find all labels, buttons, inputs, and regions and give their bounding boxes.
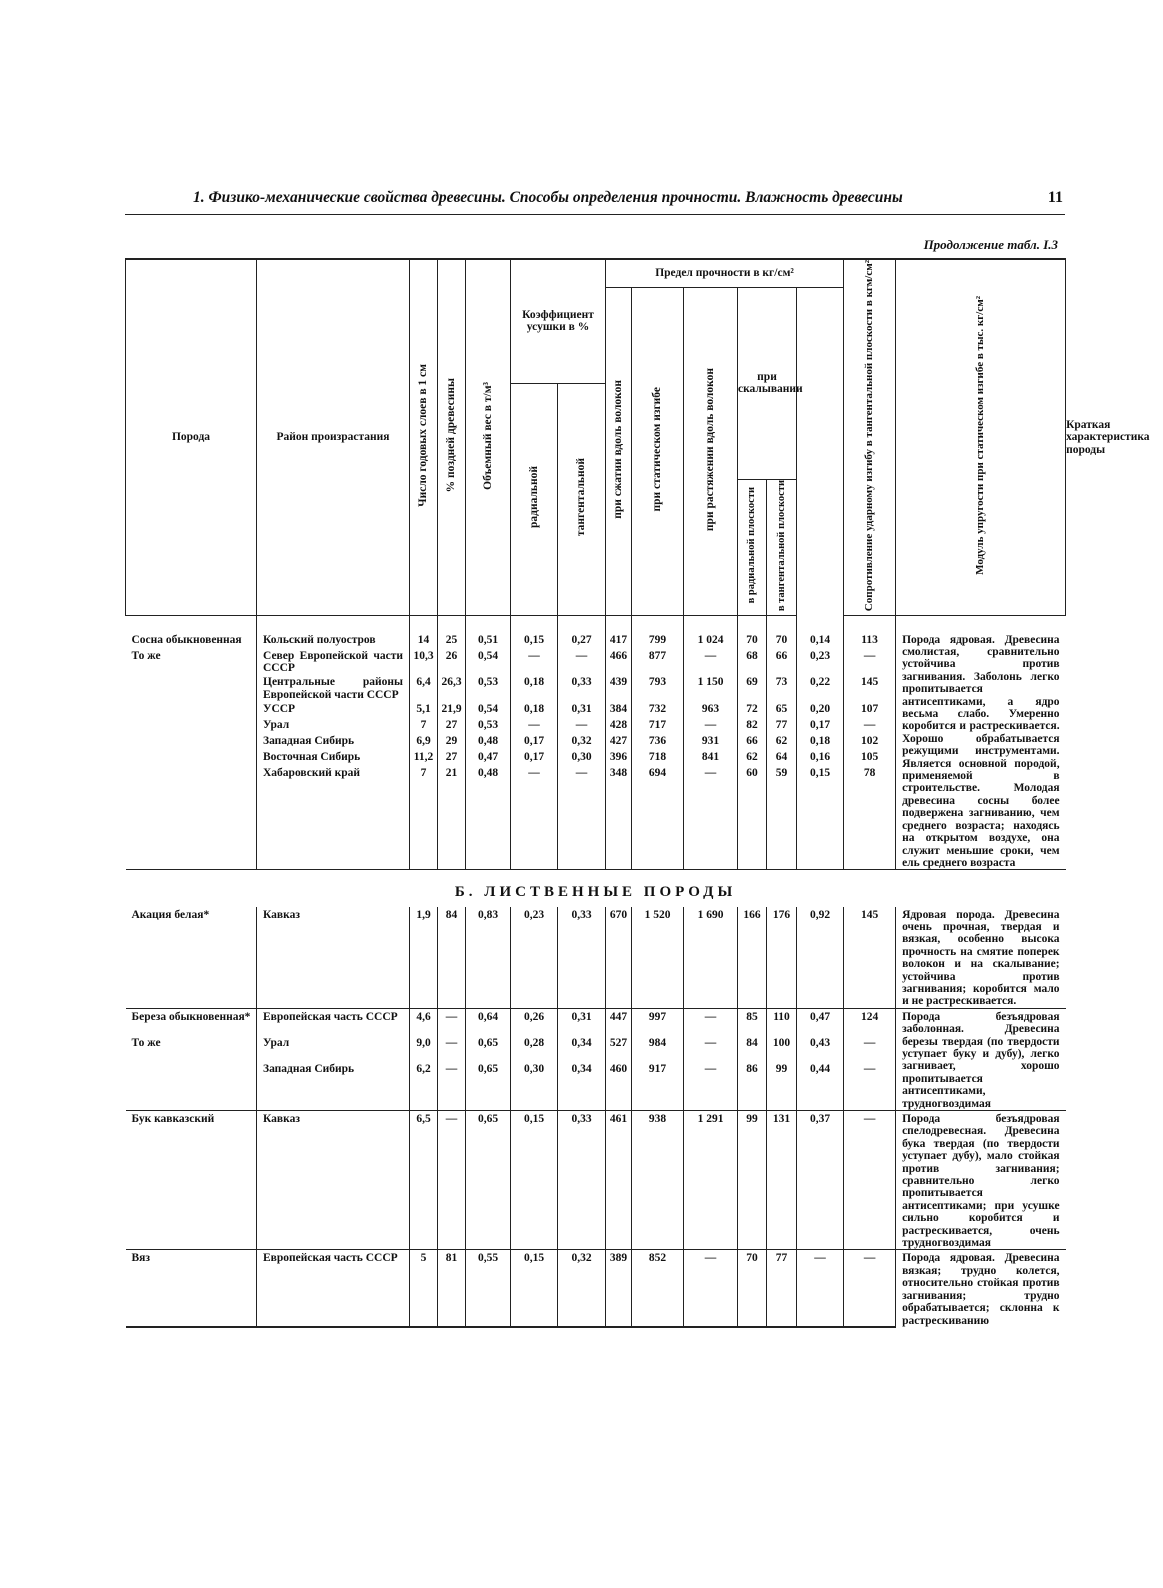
section-row [126, 870, 1066, 907]
region-cell: Кольский полуостров [257, 632, 410, 648]
col-shear-tangential: в тангентальной плоскости [767, 480, 797, 616]
value-cell-compression: 417 [606, 632, 632, 648]
value-cell-radial: 0,18 [511, 674, 558, 701]
value-cell-compression: 389 [606, 1250, 632, 1325]
value-cell-modulus: 145 [844, 674, 896, 701]
value-cell-latewood: 21 [438, 765, 466, 859]
value-cell-shear-t: 77 [767, 1250, 797, 1325]
running-header [125, 189, 1065, 215]
species-cell: Береза обыкновенная* [131, 1010, 251, 1023]
col-tangential: тангентальной [558, 383, 606, 615]
wood-properties-table [125, 258, 1150, 1328]
value-cell-modulus: — [844, 1035, 896, 1061]
value-cell-compression: 428 [606, 717, 632, 733]
value-cell-compression: 348 [606, 765, 632, 859]
value-cell-radial: — [511, 648, 558, 675]
value-cell-tangential: 0,33 [558, 674, 606, 701]
value-cell-radial: 0,15 [511, 1250, 558, 1325]
col-shear-radial: в радиальной плоскости [738, 480, 767, 616]
region-cell: Европейская часть СССР [257, 1250, 410, 1325]
value-cell-compression: 466 [606, 648, 632, 675]
value-cell-tension: 1 150 [684, 674, 738, 701]
value-cell-density: 0,65 [466, 1035, 511, 1061]
value-cell-modulus: — [844, 1111, 896, 1211]
region-cell: УССР [257, 701, 410, 717]
value-cell-latewood: — [438, 1009, 466, 1035]
col-region: Район произрастания [257, 259, 410, 615]
table-continuation-label: Продолжение табл. I.3 [923, 237, 1058, 252]
value-cell-impact: 0,92 [797, 907, 844, 948]
value-cell-density: 0,51 [466, 632, 511, 648]
value-cell-tension: 841 [684, 749, 738, 765]
value-cell-compression: 461 [606, 1111, 632, 1211]
value-cell-rings: 5 [410, 1250, 438, 1325]
value-cell-radial: — [511, 717, 558, 733]
value-cell-bending: 877 [632, 648, 684, 675]
region-cell: Европейская часть СССР [257, 1009, 410, 1035]
value-cell-radial: 0,26 [511, 1009, 558, 1035]
value-cell-shear-r: 68 [738, 648, 767, 675]
value-cell-density: 0,53 [466, 674, 511, 701]
value-cell-compression: 670 [606, 907, 632, 948]
region-cell: Кавказ [257, 1111, 410, 1211]
value-cell-shear-t: 64 [767, 749, 797, 765]
running-title: 1. Физико-механические свойства древесины. Способы определения прочности. Влажность древесины [193, 189, 903, 206]
value-cell-rings: 14 [410, 632, 438, 648]
value-cell-modulus: — [844, 1250, 896, 1325]
value-cell-rings: 6,5 [410, 1111, 438, 1211]
value-cell-shear-r: 62 [738, 749, 767, 765]
value-cell-impact: 0,22 [797, 674, 844, 701]
col-latewood: % поздней древесины [438, 259, 466, 615]
value-cell-tension: 963 [684, 701, 738, 717]
region-cell: Север Европейской части СССР [257, 648, 410, 675]
species-cell [126, 674, 257, 701]
value-cell-tension: — [684, 1250, 738, 1325]
value-cell-compression: 384 [606, 701, 632, 717]
value-cell-radial: 0,15 [511, 1111, 558, 1211]
value-cell-latewood: 84 [438, 907, 466, 948]
value-cell-tension: 1 291 [684, 1111, 738, 1211]
value-cell-tangential: 0,31 [558, 1009, 606, 1035]
value-cell-impact: 0,43 [797, 1035, 844, 1061]
table-body [126, 615, 1066, 1327]
value-cell-tangential: 0,32 [558, 733, 606, 749]
col-modulus: Модуль упругости при статическом изгибе в тыс. кг/см² [896, 259, 1066, 615]
value-cell-impact: 0,14 [797, 632, 844, 648]
col-strength: Предел прочности в кг/см² [606, 259, 844, 287]
value-cell-modulus: 102 [844, 733, 896, 749]
value-cell-tension: — [684, 1009, 738, 1035]
value-cell-rings: 6,4 [410, 674, 438, 701]
value-cell-density: 0,48 [466, 733, 511, 749]
value-cell-modulus: — [844, 1061, 896, 1092]
region-cell: Урал [257, 1035, 410, 1061]
value-cell-latewood: 29 [438, 733, 466, 749]
value-cell-tangential: — [558, 648, 606, 675]
value-cell-bending: 997 [632, 1009, 684, 1035]
species-cell: Вяз [131, 1252, 151, 1265]
value-cell-tangential: 0,27 [558, 632, 606, 648]
col-bending: при статическом изгибе [632, 287, 684, 615]
value-cell-tangential: 0,32 [558, 1250, 606, 1325]
value-cell-impact: 0,37 [797, 1111, 844, 1211]
value-cell-shear-r: 69 [738, 674, 767, 701]
value-cell-tangential: 0,34 [558, 1035, 606, 1061]
species-cell: Акация белая* [131, 908, 210, 921]
value-cell-shear-t: 100 [767, 1035, 797, 1061]
region-cell: Западная Сибирь [257, 733, 410, 749]
value-cell-tension: — [684, 765, 738, 859]
value-cell-shear-r: 86 [738, 1061, 767, 1092]
value-cell-radial: 0,28 [511, 1035, 558, 1061]
value-cell-modulus: 105 [844, 749, 896, 765]
value-cell-impact: 0,23 [797, 648, 844, 675]
value-cell-impact: 0,44 [797, 1061, 844, 1092]
species-cell: То же [131, 1036, 161, 1049]
value-cell-latewood: 81 [438, 1250, 466, 1325]
value-cell-latewood: 26,3 [438, 674, 466, 701]
value-cell-density: 0,48 [466, 765, 511, 859]
value-cell-bending: 717 [632, 717, 684, 733]
species-cell [126, 765, 257, 859]
value-cell-shear-t: 77 [767, 717, 797, 733]
value-cell-latewood: — [438, 1061, 466, 1092]
value-cell-latewood: 25 [438, 632, 466, 648]
value-cell-modulus: 78 [844, 765, 896, 859]
value-cell-rings: 10,3 [410, 648, 438, 675]
table-header: Порода Район произрастания Число годовых слоев в 1 см % поздней древесины Объемный вес в т/м³ Коэффициент усушки в % Предел прочности в кг/см² Сопротивление ударному изгибу в тангентальной плоскости в кгм/см² Модуль упругости при статическом изгибе в тыс. кг/см² Краткая характеристика породы при сжатии вдоль волокон при статическом изгибе при растяжении вдоль волокон при скалывании радиальной тангентальной в радиальной плоскости в тангентальной плоскости [126, 259, 1066, 615]
value-cell-tension: 931 [684, 733, 738, 749]
value-cell-rings: 1,9 [410, 907, 438, 948]
description-cell: Порода безъядровая заболонная. Древесина березы твердая (по твердости уступает буку и дубу), легко загнивает, хорошо пропитывается антисептиками, трудногвоздимая [896, 1009, 1066, 1111]
species-cell: Сосна обыкновенная [131, 633, 242, 646]
value-cell-latewood: 27 [438, 749, 466, 765]
value-cell-shear-t: 99 [767, 1061, 797, 1092]
value-cell-radial: — [511, 765, 558, 859]
value-cell-tangential: 0,33 [558, 1111, 606, 1211]
value-cell-shear-t: 131 [767, 1111, 797, 1211]
value-cell-density: 0,55 [466, 1250, 511, 1325]
col-shear: при скалывании [738, 287, 797, 480]
value-cell-shear-r: 82 [738, 717, 767, 733]
value-cell-modulus: 124 [844, 1009, 896, 1035]
col-impact: Сопротивление ударному изгибу в тангентальной плоскости в кгм/см² [844, 259, 896, 615]
value-cell-tension: — [684, 1035, 738, 1061]
value-cell-radial: 0,23 [511, 907, 558, 948]
table-row [126, 1111, 1066, 1211]
value-cell-radial: 0,15 [511, 632, 558, 648]
value-cell-impact: 0,17 [797, 717, 844, 733]
species-cell: То же [131, 649, 161, 662]
value-cell-shear-r: 70 [738, 632, 767, 648]
value-cell-modulus: — [844, 648, 896, 675]
page-number: 11 [1047, 189, 1063, 206]
value-cell-tension: — [684, 717, 738, 733]
value-cell-radial: 0,17 [511, 733, 558, 749]
value-cell-rings: 4,6 [410, 1009, 438, 1035]
value-cell-tangential: 0,33 [558, 907, 606, 948]
value-cell-compression: 447 [606, 1009, 632, 1035]
value-cell-bending: 736 [632, 733, 684, 749]
header-rule [125, 214, 1065, 215]
col-species: Порода [126, 259, 257, 615]
value-cell-shear-r: 85 [738, 1009, 767, 1035]
value-cell-modulus: — [844, 717, 896, 733]
description-cell: Ядровая порода. Древесина очень прочная, твердая и вязкая, особенно высока прочность на смятие поперек волокон и на скалывание; устойчива против загнивания; коробится мало и не растрескивается. [896, 907, 1066, 1009]
value-cell-tension: — [684, 648, 738, 675]
col-rings: Число годовых слоев в 1 см [410, 259, 438, 615]
value-cell-rings: 11,2 [410, 749, 438, 765]
value-cell-shear-t: 110 [767, 1009, 797, 1035]
value-cell-density: 0,54 [466, 701, 511, 717]
value-cell-density: 0,54 [466, 648, 511, 675]
value-cell-impact: 0,47 [797, 1009, 844, 1035]
species-cell [126, 733, 257, 749]
value-cell-density: 0,83 [466, 907, 511, 948]
species-cell [126, 701, 257, 717]
value-cell-shear-t: 65 [767, 701, 797, 717]
value-cell-rings: 5,1 [410, 701, 438, 717]
col-tension: при растяжении вдоль волокон [684, 287, 738, 615]
description-cell: Порода ядровая. Древесина смолистая, сравнительно устойчива против загнивания. Заболонь легко пропитывается антисептиками, а ядро весьма слабо. Умеренно коробится и растрескивается. Хорошо обрабатывается режущими инструментами. Является основной породой, применяемой в строительстве. Молодая древесина сосны более подвержена загниванию, чем среднего возраста; находясь на открытом воздухе, она служит меньшие сроки, чем ель среднего возраста [896, 632, 1066, 870]
value-cell-shear-r: 166 [738, 907, 767, 948]
col-density: Объемный вес в т/м³ [466, 259, 511, 615]
value-cell-latewood: — [438, 1111, 466, 1211]
value-cell-impact: — [797, 1250, 844, 1325]
value-cell-rings: 9,0 [410, 1035, 438, 1061]
region-cell: Западная Сибирь [257, 1061, 410, 1092]
value-cell-modulus: 145 [844, 907, 896, 948]
value-cell-radial: 0,17 [511, 749, 558, 765]
value-cell-bending: 718 [632, 749, 684, 765]
value-cell-impact: 0,20 [797, 701, 844, 717]
value-cell-shear-r: 99 [738, 1111, 767, 1211]
value-cell-rings: 6,2 [410, 1061, 438, 1092]
value-cell-latewood: 27 [438, 717, 466, 733]
region-cell: Центральные районы Европейской части СССР [257, 674, 410, 701]
table-row [126, 1009, 1066, 1035]
value-cell-bending: 917 [632, 1061, 684, 1092]
value-cell-shear-r: 66 [738, 733, 767, 749]
value-cell-shear-t: 62 [767, 733, 797, 749]
value-cell-bending: 852 [632, 1250, 684, 1325]
value-cell-compression: 427 [606, 733, 632, 749]
value-cell-shear-r: 70 [738, 1250, 767, 1325]
table-row [126, 907, 1066, 948]
value-cell-tangential: 0,31 [558, 701, 606, 717]
value-cell-rings: 6,9 [410, 733, 438, 749]
value-cell-tension: — [684, 1061, 738, 1092]
value-cell-bending: 793 [632, 674, 684, 701]
species-cell: Бук кавказский [131, 1113, 215, 1125]
value-cell-density: 0,65 [466, 1111, 511, 1211]
value-cell-compression: 396 [606, 749, 632, 765]
value-cell-bending: 799 [632, 632, 684, 648]
region-cell: Хабаровский край [257, 765, 410, 859]
value-cell-bending: 938 [632, 1111, 684, 1211]
value-cell-compression: 439 [606, 674, 632, 701]
section-title: Б. ЛИСТВЕННЫЕ ПОРОДЫ [126, 870, 1066, 907]
description-cell: Порода безъядровая спелодревесная. Древесина бука твердая (по твердости уступает дубу), мало стойкая против загнивания; сравнительно легко пропитывается антисептиками; при усушке сильно коробится и растрескивается, очень трудногвоздимая [896, 1111, 1066, 1250]
value-cell-shear-r: 60 [738, 765, 767, 859]
value-cell-latewood: 21,9 [438, 701, 466, 717]
value-cell-shear-r: 72 [738, 701, 767, 717]
value-cell-shear-t: 176 [767, 907, 797, 948]
value-cell-rings: 7 [410, 765, 438, 859]
value-cell-tangential: — [558, 717, 606, 733]
value-cell-density: 0,64 [466, 1009, 511, 1035]
region-cell: Урал [257, 717, 410, 733]
table-row [126, 1250, 1066, 1325]
value-cell-modulus: 107 [844, 701, 896, 717]
col-radial: радиальной [511, 383, 558, 615]
value-cell-radial: 0,30 [511, 1061, 558, 1092]
value-cell-compression: 460 [606, 1061, 632, 1092]
value-cell-bending: 694 [632, 765, 684, 859]
value-cell-bending: 732 [632, 701, 684, 717]
value-cell-impact: 0,16 [797, 749, 844, 765]
value-cell-latewood: 26 [438, 648, 466, 675]
value-cell-tangential: — [558, 765, 606, 859]
value-cell-tension: 1 690 [684, 907, 738, 948]
value-cell-rings: 7 [410, 717, 438, 733]
col-compression: при сжатии вдоль волокон [606, 287, 632, 615]
value-cell-tangential: 0,30 [558, 749, 606, 765]
value-cell-shear-t: 70 [767, 632, 797, 648]
value-cell-modulus: 113 [844, 632, 896, 648]
value-cell-tension: 1 024 [684, 632, 738, 648]
value-cell-shear-t: 66 [767, 648, 797, 675]
table-row [126, 632, 1066, 648]
region-cell: Восточная Сибирь [257, 749, 410, 765]
value-cell-density: 0,47 [466, 749, 511, 765]
value-cell-impact: 0,15 [797, 765, 844, 859]
value-cell-impact: 0,18 [797, 733, 844, 749]
species-cell [126, 1061, 257, 1092]
species-cell [126, 717, 257, 733]
species-cell [126, 749, 257, 765]
value-cell-shear-t: 59 [767, 765, 797, 859]
value-cell-shear-t: 73 [767, 674, 797, 701]
spacer-row [126, 615, 1066, 632]
value-cell-bending: 984 [632, 1035, 684, 1061]
value-cell-shear-r: 84 [738, 1035, 767, 1061]
value-cell-tangential: 0,34 [558, 1061, 606, 1092]
region-cell: Кавказ [257, 907, 410, 948]
value-cell-density: 0,53 [466, 717, 511, 733]
value-cell-compression: 527 [606, 1035, 632, 1061]
value-cell-latewood: — [438, 1035, 466, 1061]
value-cell-density: 0,65 [466, 1061, 511, 1092]
value-cell-bending: 1 520 [632, 907, 684, 948]
description-cell: Порода ядровая. Древесина вязкая; трудно колется, относительно стойкая против загнивания; трудно обрабатывается; склонна к растрескиванию [896, 1250, 1066, 1326]
value-cell-radial: 0,18 [511, 701, 558, 717]
col-shrinkage: Коэффициент усушки в % [511, 259, 606, 383]
